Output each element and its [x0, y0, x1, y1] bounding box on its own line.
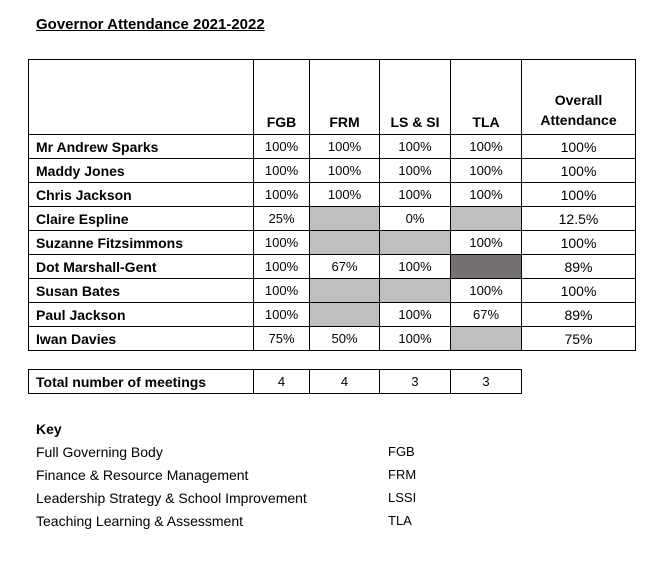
cell-frm: 100% [310, 183, 380, 207]
cell-frm [310, 279, 380, 303]
cell-fgb: 100% [254, 159, 310, 183]
cell-overall: 100% [522, 279, 636, 303]
cell-lssi: 100% [380, 327, 451, 351]
cell-lssi: 100% [380, 183, 451, 207]
attendance-table [28, 59, 636, 351]
table-row [29, 183, 636, 207]
page-title: Governor Attendance 2021-2022 [36, 16, 265, 33]
cell-tla: 100% [451, 159, 522, 183]
header-lssi: LS & SI [380, 60, 451, 135]
totals-row [29, 370, 522, 394]
header-fgb: FGB [254, 60, 310, 135]
cell-overall: 89% [522, 303, 636, 327]
key-title: Key [36, 421, 62, 437]
cell-tla: 67% [451, 303, 522, 327]
totals-frm: 4 [310, 370, 380, 394]
cell-fgb: 100% [254, 135, 310, 159]
cell-fgb: 25% [254, 207, 310, 231]
cell-lssi: 100% [380, 255, 451, 279]
cell-fgb: 100% [254, 279, 310, 303]
table-row [29, 207, 636, 231]
cell-tla: 100% [451, 279, 522, 303]
cell-frm [310, 207, 380, 231]
cell-fgb: 100% [254, 255, 310, 279]
key-label: Leadership Strategy & School Improvement [36, 490, 307, 506]
table-row [29, 279, 636, 303]
table-row [29, 327, 636, 351]
cell-frm: 100% [310, 159, 380, 183]
cell-tla: 100% [451, 231, 522, 255]
cell-lssi: 100% [380, 303, 451, 327]
cell-overall: 89% [522, 255, 636, 279]
totals-table [28, 369, 522, 394]
totals-label: Total number of meetings [29, 370, 254, 394]
governor-name: Suzanne Fitzsimmons [29, 231, 254, 255]
cell-tla: 100% [451, 135, 522, 159]
table-row [29, 303, 636, 327]
key-abbr: FRM [388, 467, 417, 482]
table-row [29, 255, 636, 279]
cell-frm: 50% [310, 327, 380, 351]
governor-name: Dot Marshall-Gent [29, 255, 254, 279]
key-label: Teaching Learning & Assessment [36, 513, 244, 529]
header-blank [29, 60, 254, 135]
cell-fgb: 100% [254, 183, 310, 207]
cell-frm: 67% [310, 255, 380, 279]
cell-lssi: 0% [380, 207, 451, 231]
key-abbr: LSSI [388, 490, 417, 505]
cell-tla: 100% [451, 183, 522, 207]
cell-frm [310, 231, 380, 255]
cell-overall: 100% [522, 231, 636, 255]
key-item [36, 490, 636, 506]
cell-overall: 100% [522, 183, 636, 207]
governor-name: Mr Andrew Sparks [29, 135, 254, 159]
header-overall: Overall Attendance [522, 60, 636, 135]
key-abbr: TLA [388, 513, 412, 528]
governor-name: Claire Espline [29, 207, 254, 231]
key-abbr: FGB [388, 444, 415, 459]
header-frm: FRM [310, 60, 380, 135]
cell-frm: 100% [310, 135, 380, 159]
cell-tla [451, 255, 522, 279]
cell-lssi [380, 231, 451, 255]
governor-name: Susan Bates [29, 279, 254, 303]
table-row [29, 231, 636, 255]
governor-name: Chris Jackson [29, 183, 254, 207]
cell-fgb: 100% [254, 303, 310, 327]
cell-tla [451, 207, 522, 231]
key-item [36, 444, 636, 460]
table-header-row [29, 60, 636, 135]
table-row [29, 135, 636, 159]
cell-fgb: 100% [254, 231, 310, 255]
cell-lssi: 100% [380, 159, 451, 183]
key-label: Finance & Resource Management [36, 467, 249, 483]
cell-overall: 100% [522, 135, 636, 159]
header-tla: TLA [451, 60, 522, 135]
totals-fgb: 4 [254, 370, 310, 394]
cell-frm [310, 303, 380, 327]
cell-fgb: 75% [254, 327, 310, 351]
governor-name: Paul Jackson [29, 303, 254, 327]
totals-tla: 3 [451, 370, 522, 394]
cell-overall: 100% [522, 159, 636, 183]
key-item [36, 467, 636, 483]
cell-tla [451, 327, 522, 351]
cell-lssi [380, 279, 451, 303]
cell-overall: 75% [522, 327, 636, 351]
cell-lssi: 100% [380, 135, 451, 159]
table-row [29, 159, 636, 183]
governor-name: Maddy Jones [29, 159, 254, 183]
governor-name: Iwan Davies [29, 327, 254, 351]
key-label: Full Governing Body [36, 444, 163, 460]
totals-lssi: 3 [380, 370, 451, 394]
cell-overall: 12.5% [522, 207, 636, 231]
key-item [36, 513, 636, 529]
